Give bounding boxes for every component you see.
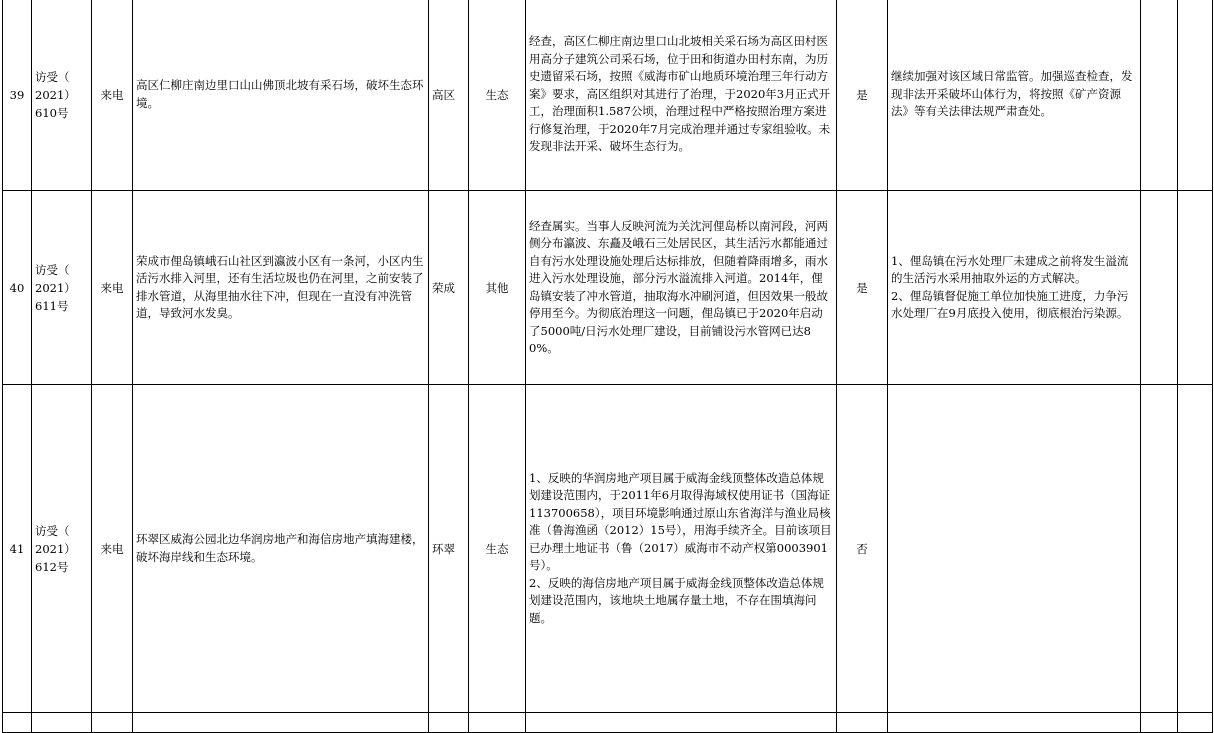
empty-cell <box>1141 0 1178 191</box>
empty-cell <box>1178 713 1213 733</box>
source: 来电 <box>92 0 133 191</box>
empty-cell <box>92 713 133 733</box>
empty-cell <box>3 713 32 733</box>
category: 生态 <box>469 0 526 191</box>
table-row <box>3 0 1213 191</box>
empty-cell <box>133 713 429 733</box>
district: 荣成 <box>429 191 469 385</box>
complaint-description: 荣成市俚岛镇峨石山社区到瀛波小区有一条河，小区内生活污水排入河里，还有生活垃圾也仍在河里，之前安装了排水管道，从海里抽水往下冲，但现在一直没有冲洗管道，导致河水发臭。 <box>133 191 429 385</box>
rectification-measures: 继续加强对该区域日常监管。加强巡查检查，发现非法开采破坏山体行为，将按照《矿产资源法》等有关法律法规严肃查处。 <box>888 0 1141 191</box>
table-row <box>3 713 1213 733</box>
complaint-description: 环翠区威海公园北边华润房地产和海信房地产填海建楼，破坏海岸线和生态环境。 <box>133 385 429 713</box>
empty-cell <box>1141 191 1178 385</box>
row-number: 41 <box>3 385 32 713</box>
empty-cell <box>1141 713 1178 733</box>
empty-cell <box>1178 0 1213 191</box>
empty-cell <box>32 713 92 733</box>
district: 环翠 <box>429 385 469 713</box>
source: 来电 <box>92 191 133 385</box>
rectification-measures: 1、俚岛镇在污水处理厂未建成之前将发生溢流的生活污水采用抽取外运的方式解决。 2、俚岛镇督促施工单位加快施工进度，力争污水处理厂在9月底投入使用，彻底根治污染源。 <box>888 191 1141 385</box>
complaint-description: 高区仁柳庄南边里口山山佛顶北坡有采石场，破坏生态环境。 <box>133 0 429 191</box>
table-row <box>3 385 1213 713</box>
empty-cell <box>1178 191 1213 385</box>
empty-cell <box>526 713 837 733</box>
empty-cell <box>1141 385 1178 713</box>
investigation-result: 经查，高区仁柳庄南边里口山北坡相关采石场为高区田村医用高分子建筑公司采石场，位于田和街道办田村东南，为历史遗留采石场，按照《威海市矿山地质环境治理三年行动方案》要求，高区组织对其进行了治理，于2020年3月正式开工，治理面积1.587公顷，治理过程中严格按照治理方案进行修复治理，于2020年7月完成治理并通过专家组验收。未发现非法开采、破坏生态行为。 <box>526 0 837 191</box>
verified-flag: 是 <box>837 191 888 385</box>
category: 生态 <box>469 385 526 713</box>
empty-cell <box>1178 385 1213 713</box>
rectification-measures <box>888 385 1141 713</box>
investigation-result: 经查属实。当事人反映河流为关沈河俚岛桥以南河段，河两侧分布瀛波、东矗及峨石三处居民区，其生活污水都能通过自有污水处理设施处理后达标排放，但随着降雨增多，雨水进入污水处理设施，部分污水溢流排入河道。2014年，俚岛镇安装了冲水管道，抽取海水冲刷河道，但因效果一般故停用至今。为彻底治理这一问题，俚岛镇已于2020年启动了5000吨/日污水处理厂建设，目前铺设污水管网已达80%。 <box>526 191 837 385</box>
table-row <box>3 191 1213 385</box>
case-id: 访受（ 2021） 612号 <box>32 385 92 713</box>
case-id: 访受（ 2021） 610号 <box>32 0 92 191</box>
district: 高区 <box>429 0 469 191</box>
row-number: 39 <box>3 0 32 191</box>
source: 来电 <box>92 385 133 713</box>
verified-flag: 否 <box>837 385 888 713</box>
case-id: 访受（ 2021） 611号 <box>32 191 92 385</box>
empty-cell <box>888 713 1141 733</box>
verified-flag: 是 <box>837 0 888 191</box>
row-number: 40 <box>3 191 32 385</box>
empty-cell <box>429 713 469 733</box>
empty-cell <box>469 713 526 733</box>
complaint-table <box>2 0 1213 733</box>
investigation-result: 1、反映的华润房地产项目属于威海金线顶整体改造总体规划建设范围内，于2011年6月取得海域权使用证书（国海证113700658），项目环境影响通过原山东省海洋与渔业局核准（鲁海渔函（2012）15号），用海手续齐全。目前该项目已办理土地证书（鲁（2017）威海市不动产权第0003901号）。 2、反映的海信房地产项目属于威海金线顶整体改造总体规划建设范围内，该地块土地属存量土地，不存在围填海问题。 <box>526 385 837 713</box>
category: 其他 <box>469 191 526 385</box>
empty-cell <box>837 713 888 733</box>
